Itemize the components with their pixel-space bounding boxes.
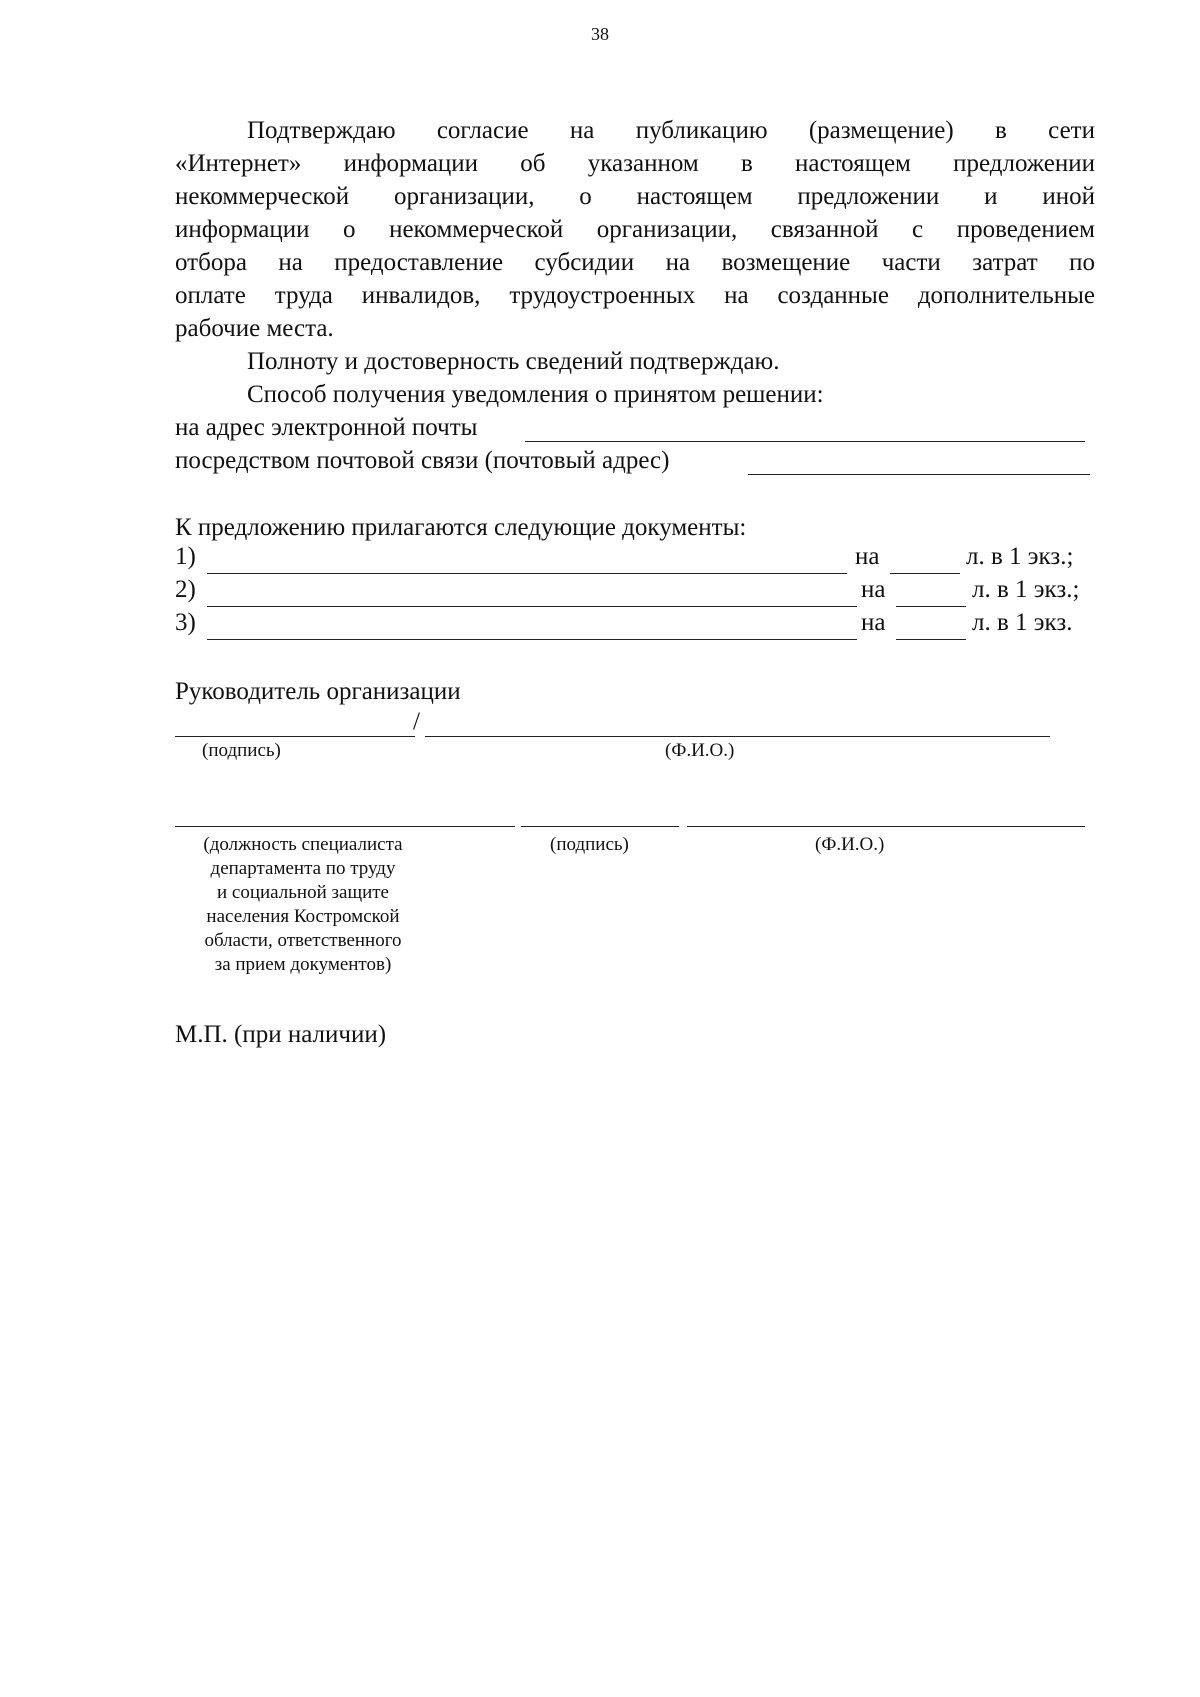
signature-separator: / [413,708,420,735]
head-name-field[interactable] [425,736,1050,737]
caption-line: населения Костромской [206,906,400,927]
attachment-name-field[interactable] [207,573,847,574]
consent-line: некоммерческой организации, о настоящем предложении и иной [175,183,1095,210]
attachment-suffix: л. в 1 экз.; [972,576,1080,603]
consent-line: оплате труда инвалидов, трудоустроенных на созданные дополнительные [175,282,1095,309]
caption-line: департамента по труду [210,858,396,879]
specialist-name-field[interactable] [687,826,1085,827]
attachments-heading: К предложению прилагаются следующие документы: [175,514,747,541]
specialist-position-caption [178,833,428,977]
consent-line: «Интернет» информации об указанном в настоящем предложении [175,150,1095,177]
specialist-position-field[interactable] [175,826,515,827]
head-of-org-title: Руководитель организации [175,678,461,705]
attachment-number: 3) [175,609,196,636]
attachment-number: 1) [175,543,196,570]
consent-line: Подтверждаю согласие на публикацию (размещение) в сети [247,117,1095,144]
caption-line: (должность специалиста [203,834,403,855]
specialist-name-caption: (Ф.И.О.) [815,834,885,855]
stamp-note: М.П. (при наличии) [175,1021,387,1048]
attachment-name-field[interactable] [207,606,857,607]
attachment-number: 2) [175,576,196,603]
head-signature-caption: (подпись) [202,740,281,761]
attachment-suffix: л. в 1 экз. [972,609,1073,636]
attachment-pages-field[interactable] [896,639,966,640]
attachment-on: на [855,543,880,570]
head-name-caption: (Ф.И.О.) [665,740,735,761]
consent-line: информации о некоммерческой организации, связанной с проведением [175,216,1095,243]
consent-paragraph [175,114,1095,345]
confirmation-text: Полноту и достоверность сведений подтверждаю. [247,348,780,375]
attachment-on: на [861,609,886,636]
attachment-pages-field[interactable] [896,606,966,607]
specialist-signature-field[interactable] [521,826,679,827]
consent-line: рабочие места. [175,315,334,342]
caption-line: области, ответственного [204,930,402,951]
postal-address-field[interactable] [748,474,1090,475]
consent-line: отбора на предоставление субсидии на возмещение части затрат по [175,249,1095,276]
attachment-pages-field[interactable] [890,573,960,574]
caption-line: за прием документов) [214,954,392,975]
head-signature-field[interactable] [175,736,415,737]
attachment-name-field[interactable] [207,639,857,640]
post-label: посредством почтовой связи (почтовый адрес) [175,447,670,474]
email-label: на адрес электронной почты [175,414,478,441]
email-field[interactable] [525,441,1085,442]
attachment-on: на [861,576,886,603]
page-number: 38 [591,24,609,44]
attachment-suffix: л. в 1 экз.; [966,543,1074,570]
caption-line: и социальной защите [217,882,389,903]
specialist-signature-caption: (подпись) [550,834,629,855]
notification-heading: Способ получения уведомления о принятом решении: [247,381,824,408]
